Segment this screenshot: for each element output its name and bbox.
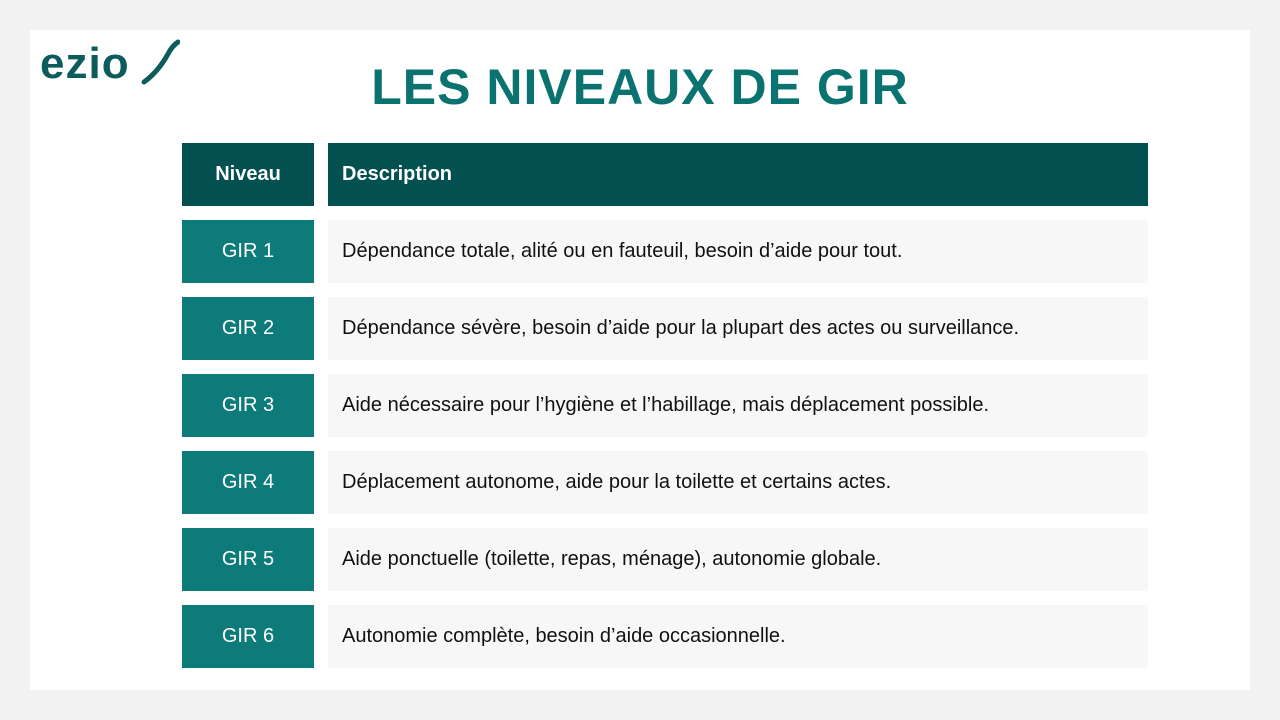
header-level: Niveau [182,143,314,206]
level-cell: GIR 3 [182,374,314,437]
level-cell: GIR 6 [182,605,314,668]
table-row [182,528,1148,591]
table-row [182,220,1148,283]
description-cell: Aide ponctuelle (toilette, repas, ménage), autonomie globale. [328,528,1148,591]
logo-text: ezio [40,39,130,88]
gir-table [182,143,1148,682]
table-row [182,297,1148,360]
header-description: Description [328,143,1148,206]
table-row [182,605,1148,668]
table-row [182,451,1148,514]
level-cell: GIR 2 [182,297,314,360]
description-cell: Dépendance totale, alité ou en fauteuil, besoin d’aide pour tout. [328,220,1148,283]
level-cell: GIR 1 [182,220,314,283]
page-title: LES NIVEAUX DE GIR [371,59,909,115]
level-cell: GIR 4 [182,451,314,514]
description-cell: Déplacement autonome, aide pour la toilette et certains actes. [328,451,1148,514]
description-cell: Aide nécessaire pour l’hygiène et l’habillage, mais déplacement possible. [328,374,1148,437]
level-cell: GIR 5 [182,528,314,591]
table-header-row [182,143,1148,206]
table-row [182,374,1148,437]
description-cell: Autonomie complète, besoin d’aide occasionnelle. [328,605,1148,668]
slide-card [30,30,1250,690]
description-cell: Dépendance sévère, besoin d’aide pour la plupart des actes ou surveillance. [328,297,1148,360]
